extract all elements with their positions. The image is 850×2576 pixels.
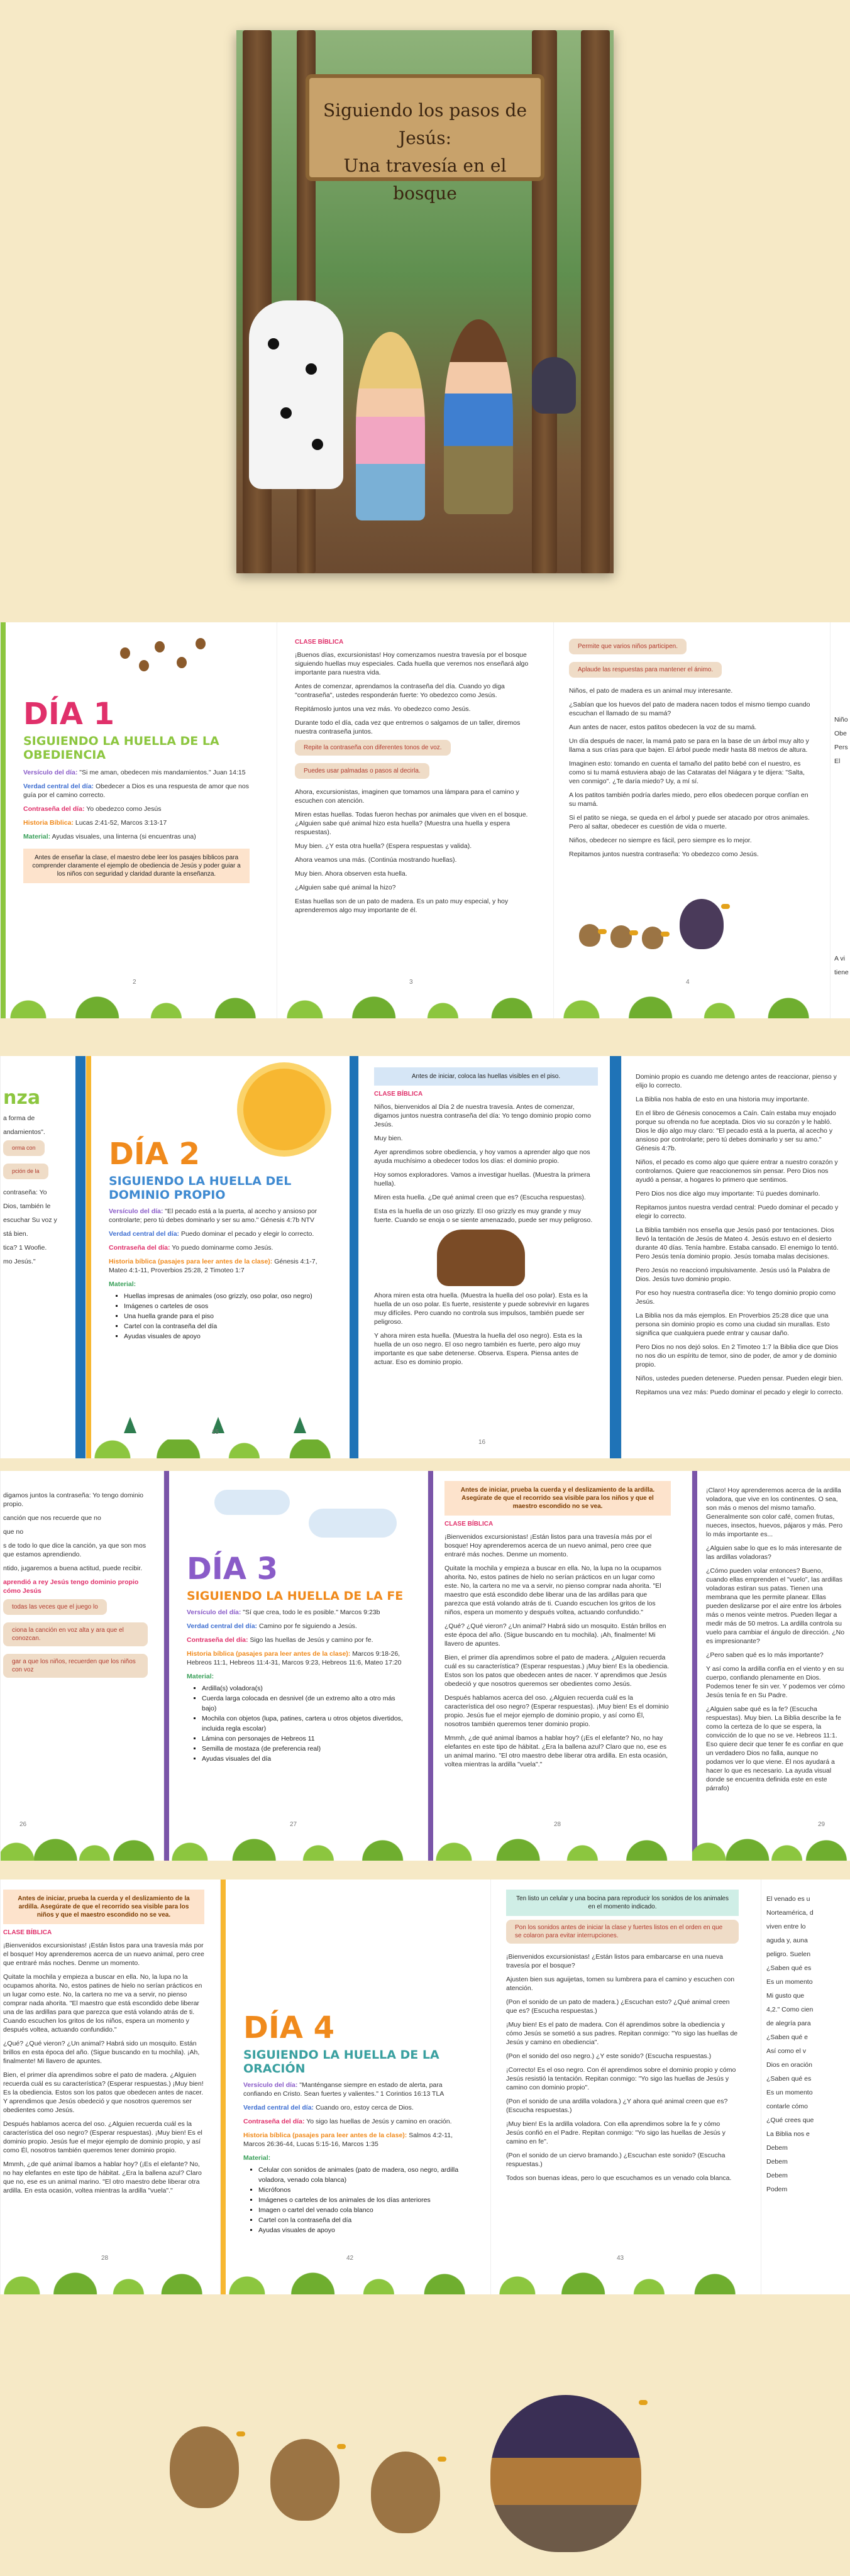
- page-14-partial: nza a forma de andamientos". orma con pción de la contraseña: Yo Dios, también le escuchar Su voz y stá bien. tica? 1 Woofie. mo Jesús.": [0, 1056, 75, 1458]
- day-subtitle: SIGUIENDO LA HUELLA DE LA FE: [187, 1589, 404, 1603]
- day-title: DÍA 4: [243, 2010, 334, 2045]
- page-number: 26: [19, 1821, 27, 1828]
- page-number: 29: [818, 1821, 825, 1828]
- duckling-illustration: [170, 2426, 239, 2508]
- cloud-illustration: [214, 1490, 290, 1515]
- page-4: Permite que varios niños participen. Aplaude las respuestas para mantener el ánimo. Niños, el pato de madera es un animal muy interesante. ¿Sabían que los huevos del pato de madera nacen todos el mismo tiempo cuando escuchan el llamado de su mamá? Aun antes de nacer, estos patitos obedecen la voz de su mamá. Un día después de nacer, la mamá pato se para en la base de un árbol muy alto y llama a sus crías para que bajen. El árbol puede medir hasta 88 metros de altura. Imaginen esto: tomando en cuenta el tamaño del patito bebé con el nuestro, es como si tu mamá estuviera abajo de las Cataratas del Niágara y te dijera: "Salta, ven conmigo". ¿Te daría miedo? Uy, a mí sí. A los patitos también podría darles miedo, pero ellos obedecen porque confían en su mamá. Si el patito se niega, se queda en el árbol y puede ser atacado por otros animales. Pero al saltar, obedecer es cuestión de vida o muerte. Niños, obedecer no siempre es fácil, pero siempre es lo mejor. Repitamos juntos nuestra contraseña: Yo obedezco como Jesús. 4: [553, 622, 830, 1018]
- spread-day3: [0, 1471, 850, 1861]
- paw-print-icon: [196, 638, 206, 649]
- page-27: DÍA 3 SIGUIENDO LA HUELLA DE LA FE Versículo del día: "Sí que crea, todo le es posible." Marcos 9:23b Verdad central del día: Camino por fe siguiendo a Jesús. Contraseña del día: Sigo las huellas de Jesús y camino por fe. Historia bíblica (pasajes para leer antes de la clase): Marcos 9:18-26, Hebreos 11:1, Hebreos 11:4-31, Marcos 9:23, Hebreos 11:6, Mateo 17:20 Material: ▪ Ardilla(s) voladora(s) ▪ Cuerda larga colocada en desnivel (de un extremo alto a otro más bajo) ▪ Mochila con objetos (lupa, patines, cartera u otros objetos divertidos, incluida regla escolar) ▪ Lámina con personajes de Hebreos 11 ▪ Semilla de mostaza (de preferencia real) ▪ Ayudas visuales del día 27: [163, 1471, 421, 1861]
- ducks-illustration: [0, 2370, 850, 2576]
- teacher-note: Ten listo un celular y una bocina para reproducir los sonidos de los animales en el momento indicado.: [506, 1890, 739, 1916]
- page-number: 15: [212, 1429, 219, 1436]
- page-number: 4: [686, 979, 690, 986]
- spread-day1: [0, 622, 850, 1018]
- tip-pill: Repite la contraseña con diferentes tonos de voz.: [295, 740, 451, 756]
- materials-list: ▪ Huellas impresas de animales (oso grizzly, oso polar, oso negro) ▪ Imágenes o carteles de osos ▪ Una huella grande para el piso ▪ Cartel con la contraseña del día ▪ Ayudas visuales de apoyo: [124, 1291, 329, 1341]
- boy-illustration: [444, 319, 513, 514]
- wood-duck-illustration: [680, 899, 724, 949]
- duckling-illustration: [610, 925, 632, 948]
- teacher-note: Antes de iniciar, prueba la cuerda y el deslizamiento de la ardilla. Asegúrate de que el recorrido sea visible para los niños y que el maestro escondido no se vea.: [444, 1481, 671, 1516]
- materials-list: ▪ Celular con sonidos de animales (pato de madera, oso negro, ardilla voladora, venado cola blanca) ▪ Micrófonos ▪ Imágenes o carteles de los animales de los días anteriores ▪ Imagen o cartel del venado cola blanco ▪ Cartel con la contraseña del día ▪ Ayudas visuales de apoyo: [258, 2165, 470, 2235]
- page-42: DÍA 4 SIGUIENDO LA HUELLA DE LA ORACIÓN Versículo del día: "Manténganse siempre en estado de alerta, para confiando en Cristo. Sean fuertes y valientes." 1 Corintios 16:13 TLA Verdad central del día: Cuando oro, estoy cerca de Dios. Contraseña del día: Yo sigo las huellas de Jesús y camino en oración. Historia bíblica (pasajes para leer antes de la clase): Salmos 4:2-11, Marcos 26:36-44, Lucas 5:15-16, Marcos 1:35 Material: ▪ Celular con sonidos de animales (pato de madera, oso negro, ardilla voladora, venado cola blanca) ▪ Micrófonos ▪ Imágenes o carteles de los animales de los días anteriores ▪ Imagen o cartel del venado cola blanco ▪ Cartel con la contraseña del día ▪ Ayudas visuales de apoyo 42: [220, 1880, 484, 2294]
- page-number: 27: [290, 1821, 297, 1828]
- page-26-partial: digamos juntos la contraseña: Yo tengo dominio propio. canción que nos recuerde que no que no s de todo lo que dice la canción, ya que son mos que estamos aprendiendo. ntido, jugaremos a buena actitud, puede recibir. aprendió a rey Jesús tengo dominio propio cómo Jesús todas las veces que el juego lo ciona la canción en voz alta y ara que el conozcan. gar a que los niños, recuerden que los niños con voz 26: [0, 1471, 157, 1861]
- wood-duck-illustration: [532, 357, 576, 414]
- page-28: Antes de iniciar, prueba la cuerda y el deslizamiento de la ardilla. Asegúrate de que el recorrido sea visible para los niños y que el maestro escondido no se vea. CLASE BÍBLICA ¡Bienvenidos excursionistas! ¡Están listos para una travesía más por el bosque! Hoy aprenderemos acerca de un nuevo animal, pero cree que entraré más noches. Denme un momento. Quitate la mochila y empieza a buscar en ella. No, la lupa no la ocupamos ahorita. No, estos patines de hielo no serían prácticos en un lugar como este. No, la cartera no me va a servir, no pienso comprar nada ahorita. "El maestro que está escondido debe liberar una de las ardillas para que parezca que está volando atrás de ti. Cuando escuchen los gritos de los niños, espera un momento y después voltea, actuando confundido." ¿Qué? ¿Qué vieron? ¿Un animal? Habrá sido un mosquito. Están brillos en este época del año. (Sigue buscando en tu mochila). ¡Ah, finalmente! Mi llavero de apuntes. Bien, el primer día aprendimos sobre el pato de madera. ¿Alguien recuerda cuál es su característica? (Esperar respuestas.) ¡Muy bien! Es la obediencia. Estos son los patos que obedecen antes de nacer. Y aprendimos que Jesús obedeció y que nosotros queremos ser obedientes como Jesús. Después hablamos acerca del oso. ¿Alguien recuerda cuál es la característica del oso negro? (Esperar respuestas). ¡Muy bien! Es el dominio propio. Jesús fue el mejor ejemplo de dominio propio, y así como Él, nosotros también queremos tener dominio propio. Mmmh, ¿de qué animal íbamos a hablar hoy? (¡Es el elefante? No, no hay elefantes en este tipo de hábitat. ¿Era la ballena azul? Claro que no, ese es un animal marino. "El otro maestro debe liberar otra ardilla. En esta ocasión, voltea mientras la ardilla "vuela"." 28: [428, 1471, 685, 1861]
- page-number: 2: [133, 979, 136, 986]
- day-subtitle: SIGUIENDO LA HUELLA DEL DOMINIO PROPIO: [109, 1174, 292, 1202]
- section-tag: CLASE BÍBLICA: [444, 1521, 494, 1527]
- page-number: 43: [617, 2255, 624, 2262]
- page-number: 16: [478, 1439, 486, 1446]
- duckling-illustration: [270, 2439, 339, 2521]
- day-title: DÍA 2: [109, 1137, 200, 1172]
- spread-day4: [0, 1880, 850, 2294]
- paw-print-icon: [177, 657, 187, 668]
- tip-pill: Aplaude las respuestas para mantener el ánimo.: [569, 662, 722, 678]
- duckling-illustration: [579, 924, 600, 947]
- paw-print-icon: [155, 641, 165, 652]
- bear-illustration: [437, 1230, 525, 1286]
- page-15: DÍA 2 SIGUIENDO LA HUELLA DEL DOMINIO PROPIO Versículo del día: "El pecado está a la puerta, al acecho y ansioso por controlarte; pero tú debes dominarlo y ser su amo." Génesis 4:7b NTV Verdad central del día: Puedo dominar el pecado y elegir lo correcto. Contraseña del día: Yo puedo dominarme como Jesús. Historia bíblica (pasajes para leer antes de la clase): Génesis 4:1-7, Mateo 4:1-11, Proverbios 25:28, 2 Timoteo 1:7 Material: ▪ Huellas impresas de animales (oso grizzly, oso polar, oso negro) ▪ Imágenes o carteles de osos ▪ Una huella grande para el piso ▪ Cartel con la contraseña del día ▪ Ayudas visuales de apoyo 15: [86, 1056, 350, 1458]
- page-number: 3: [409, 979, 413, 986]
- page-5-partial: Niño Obe Pers El A vi tiene: [830, 622, 850, 1018]
- wood-duck-illustration: [490, 2395, 641, 2552]
- spread-day2: [0, 1056, 850, 1458]
- teacher-note: Antes de iniciar, coloca las huellas visibles en el piso.: [374, 1067, 598, 1086]
- page-17-partial: Dominio propio es cuando me detengo antes de reaccionar, pienso y elijo lo correcto. La Biblia nos habla de esto en una historia muy importante. En el libro de Génesis conocemos a Caín. Caín estaba muy enojado porque su ofrenda no fue aceptada. Dios vio su corazón y le habló. Dios le dijo algo muy claro: "El pecado está a la puerta, al acecho y ansioso por controlarte; pero tú debes dominarlo y ser su amo." Génesis 4:7b. Niños, el pecado es como algo que quiere entrar a nuestro corazón y controlarnos. Quiere que reaccionemos sin pensar. Pero Dios nos ayudó a pensar, a hogares lo primero que sentimos. Pero Dios nos dice algo muy importante: Tú puedes dominarlo. Repitamos juntos nuestra verdad central: Puedo dominar el pecado y elegir lo correcto. La Biblia también nos enseña que Jesús pasó por tentaciones. Dios llevó la tentación de Jesús de Mateo 4. Jesús estuvo en el desierto durante 40 días. Tenía hambre. Estaba cansado. El enemigo lo tentó. Pero Jesús tenía dominio propio. Jesús tomaba malas decisiones. Pero Jesús no reaccionó impulsivamente. Jesús usó la Palabra de Dios. Jesús tuvo dominio propio. Por eso hoy nuestra contraseña dice: Yo tengo dominio propio como Jesús. La Biblia nos da más ejemplos. En Proverbios 25:28 dice que una persona sin dominio propio es como una ciudad sin murallas. Esto significa que cualquiera puede entrar y causar daño. Pero Dios no nos dejó solos. En 2 Timoteo 1:7 la Biblia dice que Dios no nos dio un espíritu de temor, sino de poder, de amor y de dominio propio. Niños, ustedes pueden detenerse. Pueden pensar. Pueden elegir bien. Repitamos una vez más: Puedo dominar el pecado y elegir lo correcto.: [621, 1056, 850, 1458]
- section-tag: CLASE BÍBLICA: [295, 639, 344, 646]
- tip-pill: Puedes usar palmadas o pasos al decirla.: [295, 763, 429, 779]
- page-number: 28: [554, 1821, 561, 1828]
- page-43: Ten listo un celular y una bocina para reproducir los sonidos de los animales en el momento indicado. Pon los sonidos antes de iniciar la clase y fuertes listos en el orden en que se colaron para evitar interrupciones. ¡Bienvenidos excursionistas! ¿Están listos para embarcarse en una nueva travesía por el bosque? Ajusten bien sus aguijetas, tomen su lumbrera para el camino y escuchen con atención. (Pon el sonido de un pato de madera.) ¿Escuchan esto? ¿Qué animal creen que es? (Escucha respuestas.) ¡Muy bien! Es el pato de madera. Con él aprendimos sobre la obediencia y cómo Jesús se sometió a sus padres. Repitan conmigo: "Yo sigo las huellas de Jesús y camino en obediencia". (Pon el sonido del oso negro.) ¿Y este sonido? (Escucha respuestas.) ¡Correcto! Es el oso negro. Con él aprendimos sobre el dominio propio y cómo Jesús resistió la tentación. Repitan conmigo: "Yo sigo las huellas de Jesús y camino con dominio propio". (Pon el sonido de una ardilla voladora.) ¿Y ahora qué animal creen que es? (Escucha respuestas.) ¡Muy bien! Es la ardilla voladora. Con ella aprendimos sobre la fe y cómo Jesús confió en el Padre. Repitan conmigo: "Yo sigo las huellas de Jesús y camino en fe". (Pon el sonido de un ciervo bramando.) ¿Escuchan este sonido? (Escucha respuestas.) Todos son buenas ideas, pero lo que escuchamos es un venado cola blanca. 43: [490, 1880, 754, 2294]
- day-subtitle: SIGUIENDO LA HUELLA DE LA OBEDIENCIA: [23, 734, 219, 762]
- cover-title-sign: [306, 74, 544, 204]
- tip-pill: Pon los sonidos antes de iniciar la clase y fuertes listos en el orden en que se colaron para evitar interrupciones.: [506, 1920, 739, 1944]
- page-number: 42: [346, 2255, 354, 2262]
- cover-title-line2: Una travesía en el bosque: [343, 155, 507, 204]
- day-title: DÍA 3: [187, 1551, 278, 1587]
- page-3: CLASE BÍBLICA ¡Buenos días, excursionistas! Hoy comenzamos nuestra travesía por el bosque siguiendo huellas muy especiales. Cada huella que veremos nos enseñará algo importante para nuestra vida. Antes de comenzar, aprendamos la contraseña del día. Cuando yo diga "contraseña", ustedes responderán fuerte: Yo obedezco como Jesús. Repitámoslo juntos una vez más. Yo obedezco como Jesús. Durante todo el día, cada vez que entremos o salgamos de un taller, diremos nuestra contraseña juntos. Repite la contraseña con diferentes tonos de voz. Puedes usar palmadas o pasos al decirla. Ahora, excursionistas, imaginen que tomamos una lámpara para el camino y escuchen con atención. Miren estas huellas. Todas fueron hechas por animales que viven en el bosque. ¿Alguien sabe qué animal hizo esta huella? (Muestra una huella y espera respuestas). Muy bien. ¿Y esta otra huella? (Espera respuestas y valida). Ahora veamos una más. (Continúa mostrando huellas). Muy bien. Ahora observen esta huella. ¿Alguien sabe qué animal la hizo? Estas huellas son de un pato de madera. Es un pato muy especial, y hoy aprenderemos algo muy importante de él. 3: [277, 622, 553, 1018]
- section-tag: CLASE BÍBLICA: [374, 1091, 423, 1098]
- page-44-partial: El venado es u Norteamérica, d viven entre lo aguda y, auna peligro. Suelen ¿Saben qué es Es un momento Mi gusto que 4,2." Como cien de alegría para ¿Saben qué e Así como el v Dios en oración ¿Saben qué es Es un momento contarle cómo ¿Qué crees que La Biblia nos e Debem Debem Debem Podem: [761, 1880, 850, 2294]
- teacher-note: Antes de enseñar la clase, el maestro debe leer los pasajes bíblicos para comprender claramente el ejemplo de obediencia de Jesús y poder guiar a los niños con seguridad y claridad durante la enseñanza.: [23, 849, 250, 883]
- page-16: Antes de iniciar, coloca las huellas visibles en el piso. CLASE BÍBLICA Niños, bienvenidos al Día 2 de nuestra travesía. Antes de comenzar, digamos juntos nuestra contraseña del día: Yo tengo dominio propio como Jesús. Muy bien. Ayer aprendimos sobre obediencia, y hoy vamos a aprender algo que nos ayuda muchísimo a obedecer todos los días: el dominio propio. Hoy somos exploradores. Vamos a investigar huellas. (Muestra la primera huella). Miren esta huella. ¿De qué animal creen que es? (Escucha respuestas). Esta es la huella de un oso grizzly. El oso grizzly es muy grande y muy fuerte. Cuando se enoja o se siente amenazado, puede ser muy peligroso. Ahora miren esta otra huella. (Muestra la huella del oso polar). Esta es la huella de un oso polar. Es fuerte, resistente y puede sobrevivir en lugares muy difíciles. Pero cuando no controla sus impulsos, también puede ser peligroso. Y ahora miren esta huella. (Muestra la huella del oso negro). Esta es la huella de un oso negro. El oso negro también es fuerte, pero algo muy importante es que sabe detenerse. Observa. Espera. Piensa antes de actuar. Eso es dominio propio. 16: [358, 1056, 610, 1458]
- cover-title-line1: Siguiendo los pasos de Jesús:: [323, 100, 527, 148]
- page-28-repeat: Antes de iniciar, prueba la cuerda y el deslizamiento de la ardilla. Asegúrate de que el recorrido sea visible para los niños y que el maestro escondido no se vea. CLASE BÍBLICA ¡Bienvenidos excursionistas! ¡Están listos para una travesía más por el bosque! Hoy aprenderemos acerca de un nuevo animal, pero cree que entraré más noches. Denme un momento. Quitate la mochila y empieza a buscar en ella. No, la lupa no la ocupamos ahorita. No, estos patines de hielo no serían prácticos en un lugar como este. No, la cartera no me va a servir, no pienso comprar nada ahorita. "El maestro que está escondido debe liberar una de las ardillas para que parezca que está volando atrás de ti. Cuando escuchen los gritos de los niños, espera un momento y después voltea, actuando confundido." ¿Qué? ¿Qué vieron? ¿Un animal? Habrá sido un mosquito. Están brillos en esta época del año. (Sigue buscando en tu mochila). ¡Ah, finalmente! Mi llavero de apuntes. Bien, el primer día aprendimos sobre el pato de madera. ¿Alguien recuerda cuál es su característica? (Esperar respuestas.) ¡Muy bien! Es la obediencia. Estos son los patos que obedecen antes de nacer. Y aprendimos que Jesús obedeció y que nosotros queremos ser obedientes como Jesús. Después hablamos acerca del oso. ¿Alguien recuerda cuál es la característica del oso negro? (Esperar respuestas). ¡Muy bien! Es el dominio propio. Jesús fue el mejor ejemplo de dominio propio, y así como Él, nosotros también queremos tener dominio propio. Mmmh, ¿de qué animal íbamos a hablar hoy? (¡Es el elefante? No, no hay elefantes en este tipo de hábitat. ¿Era la ballena azul? Claro que no, ese es un animal marino. "El otro maestro debe liberar otra ardilla. En esta ocasión, voltea mientras la ardilla "vuela"." 28: [0, 1880, 214, 2294]
- dalmatian-illustration: [249, 300, 343, 489]
- day-subtitle: SIGUIENDO LA HUELLA DE LA ORACIÓN: [243, 2048, 439, 2076]
- day-title: DÍA 1: [23, 696, 114, 732]
- paw-print-icon: [139, 660, 149, 671]
- tip-pill: Permite que varios niños participen.: [569, 639, 687, 654]
- page-2: DÍA 1 SIGUIENDO LA HUELLA DE LA OBEDIENCIA Versículo del día: "Si me aman, obedecen mis mandamientos." Juan 14:15 Verdad central del día: Obedecer a Dios es una respuesta de amor que nos guía por el camino correcto. Contraseña del día: Yo obedezco como Jesús Historia Bíblica: Lucas 2:41-52, Marcos 3:13-17 Material: Ayudas visuales, una linterna (si encuentras una) Antes de enseñar la clase, el maestro debe leer los pasajes bíblicos para comprender claramente el ejemplo de obediencia de Jesús y poder guiar a los niños con seguridad y claridad durante la enseñanza. 2: [0, 622, 277, 1018]
- duckling-illustration: [371, 2452, 440, 2533]
- page-29-partial: ¡Claro! Hoy aprenderemos acerca de la ardilla voladora, que vive en los continentes. O sea, son más o menos del mismo tamaño. Generalmente son color café, comen frutas, nueces, insectos, huevos, pájaros y más. Pero lo más importante es... ¿Alguien sabe lo que es lo más interesante de las ardillas voladoras? ¿Cómo pueden volar entonces? Bueno, cuando ellas emprenden el "vuelo", las ardillas voladoras estiran sus patas. Tienen una membrana que les permite planear. Ellas pueden deslizarse por el aire entre los árboles más o menos veinte metros. Pueden llegar a medir más de 50 metros. La ardilla controla su vuelo para cambiar el ángulo de dirección. ¿No es impresionante? ¿Pero saben qué es lo más importante? Y así como la ardilla confía en el viento y en su cuerpo, confiando plenamente en Dios. Podemos tener fe sin ver. Y podemos ver cómo Jesús tenía fe en Su Padre. ¿Alguien sabe qué es la fe? (Escucha respuestas). Muy bien. La Biblia describe la fe como la certeza de lo que se espera, la convicción de lo que no se ve. Hebreos 11:1. Eso quiere decir que tener fe es confiar en que un verdadero Dios no falla, aunque no podamos ver lo que viene. Él nos ayudará a hacer lo que es necesario. La ayuda visual donde se encuentra definida este en este párrafo) 29: [692, 1471, 850, 1861]
- materials-list: ▪ Ardilla(s) voladora(s) ▪ Cuerda larga colocada en desnivel (de un extremo alto a otro más bajo) ▪ Mochila con objetos (lupa, patines, cartera u otros objetos divertidos, incluida regla escolar) ▪ Lámina con personajes de Hebreos 11 ▪ Semilla de mostaza (de preferencia real) ▪ Ayudas visuales del día: [202, 1683, 407, 1764]
- page-number: 28: [101, 2255, 109, 2262]
- cloud-illustration: [309, 1509, 397, 1538]
- duckling-illustration: [642, 927, 663, 949]
- paw-print-icon: [120, 647, 130, 659]
- girl-illustration: [356, 332, 425, 520]
- book-cover: [236, 30, 614, 573]
